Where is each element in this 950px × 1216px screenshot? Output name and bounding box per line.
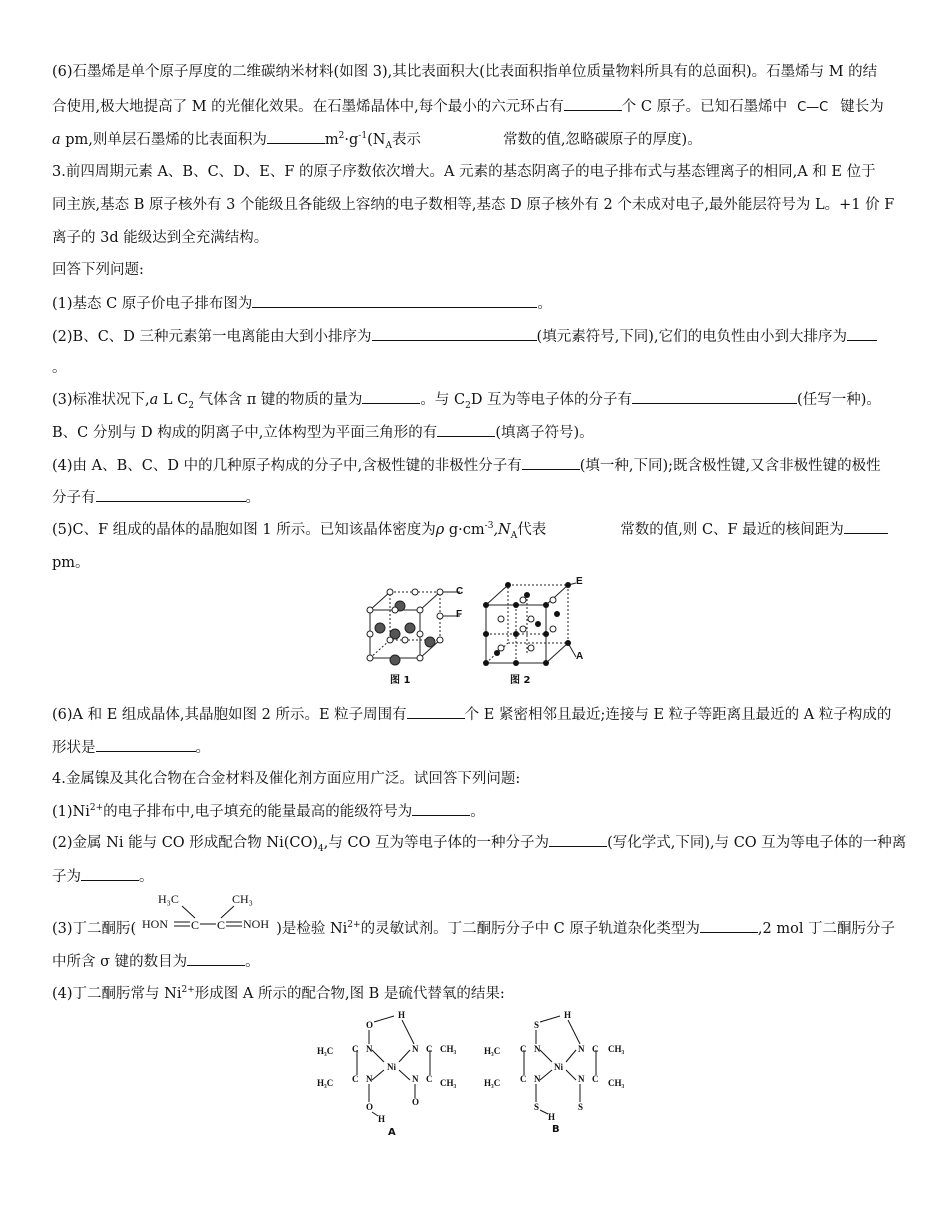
svg-text:H: H <box>378 1114 386 1124</box>
svg-text:C: C <box>520 1074 527 1084</box>
fig-a-caption: A <box>388 1127 396 1138</box>
bond-cc: C—C <box>797 100 829 115</box>
svg-text:S: S <box>534 1020 540 1030</box>
dimethylglyoxime-structure <box>142 892 280 942</box>
complex-svg <box>312 1010 642 1140</box>
q3-part6: (6)A 和 E 组成晶体,其晶胞如图 2 所示。E 粒子周围有 个 E 紧密相邻且最近;连接与 E 粒子等距离且最近的 A 粒子构成的 <box>52 704 900 725</box>
svg-text:H: H <box>398 1010 406 1020</box>
q2-6-line2: 合使用,极大地提高了 M 的光催化效果。在石墨烯晶体中,每个最小的六元环占有 个 C 原子。已知石墨烯中 C—C 键长为 <box>52 96 900 118</box>
svg-text:N: N <box>578 1044 585 1054</box>
q4-part3: (3)丁二酮肟( )是检验 $Ni^{2+}$的灵敏试剂。丁二酮肟分子中 C 原子轨道杂化类型为 ,2 mol 丁二酮肟分子 <box>52 918 900 939</box>
fig1-label-c: C <box>456 586 464 597</box>
chem-ch3: CH₃ <box>232 892 253 906</box>
q2-6-line1: (6)石墨烯是单个原子厚度的二维碳纳米材料(如图 3),其比表面积大(比表面积指单位质量物料所具有的总面积)。石墨烯与 M 的结 <box>52 64 878 80</box>
q4-part3-b: 中所含 σ 键的数目为 。 <box>52 951 900 972</box>
figure-1-svg <box>360 580 470 680</box>
svg-text:S: S <box>578 1102 584 1112</box>
svg-text:CH₃: CH₃ <box>608 1044 625 1054</box>
q4-part4: (4)丁二酮肟常与 $Ni^{2+}$形成图 A 所示的配合物,图 B 是硫代替氧的结果: <box>52 985 505 1002</box>
svg-text:H: H <box>548 1112 556 1122</box>
q3-part4-b: 分子有 。 <box>52 487 900 508</box>
svg-text:C: C <box>592 1074 599 1084</box>
fig2-label-a: A <box>576 651 584 662</box>
q3-part2: (2)B、C、D 三种元素第一电离能由大到小排序为 (填元素符号,下同),它们的电负性由小到大排序为 <box>52 326 900 347</box>
svg-text:N: N <box>578 1074 585 1084</box>
q2-6-line3: a pm,则单层石墨烯的比表面积为 $m^2\cdot g^{-1}(N_A$表示 常数的值,忽略碳原子的厚度)。 <box>52 129 900 150</box>
svg-text:H₃C: H₃C <box>484 1046 501 1056</box>
q4-part2-b: 子为 。 <box>52 866 900 887</box>
svg-text:N: N <box>412 1074 419 1084</box>
svg-text:N: N <box>366 1074 373 1084</box>
svg-text:N: N <box>366 1044 373 1054</box>
svg-text:CH₃: CH₃ <box>608 1078 625 1088</box>
svg-text:C: C <box>352 1074 359 1084</box>
q3-intro-1: 3.前四周期元素 A、B、C、D、E、F 的原子序数依次增大。A 元素的基态阴离子的电子排布式与基态锂离子的相同,A 和 E 位于 <box>52 164 876 180</box>
svg-text:CH₃: CH₃ <box>440 1044 457 1054</box>
figure-2-crystal-cell <box>480 575 590 685</box>
fig-b-caption: B <box>552 1124 560 1135</box>
svg-text:C: C <box>592 1044 599 1054</box>
q3-part3-b: B、C 分别与 D 构成的阴离子中,立体构型为平面三角形的有 (填离子符号)。 <box>52 422 900 443</box>
svg-text:Ni: Ni <box>554 1062 563 1072</box>
chem-noh: NOH <box>243 917 269 931</box>
chem-h3c: H₃C <box>158 892 179 906</box>
svg-text:O: O <box>412 1097 420 1107</box>
q3-part6-b: 形状是 。 <box>52 737 900 758</box>
fig1-caption: 图 1 <box>390 675 411 686</box>
q3-intro-3: 离子的 3d 能级达到全充满结构。 <box>52 230 269 246</box>
q3-part5: (5)C、F 组成的晶体的晶胞如图 1 所示。已知该晶体密度为ρ $g\cdot cm^{-3},N_A$代表 常数的值,则 C、F 最近的核间距为 <box>52 519 900 540</box>
chem-bonds-svg <box>142 892 280 942</box>
fig1-label-f: F <box>456 609 463 620</box>
svg-text:N: N <box>412 1044 419 1054</box>
nickel-complex-figures <box>312 1010 642 1140</box>
svg-text:C: C <box>520 1044 527 1054</box>
figure-1-crystal-cell <box>360 580 470 686</box>
q4-intro: 4.金属镍及其化合物在合金材料及催化剂方面应用广泛。试回答下列问题: <box>52 771 521 787</box>
svg-text:H: H <box>564 1010 572 1020</box>
figure-2-svg <box>480 575 590 685</box>
svg-text:H₃C: H₃C <box>484 1078 501 1088</box>
q3-part2-end: 。 <box>52 360 67 376</box>
fig2-label-e: E <box>576 576 583 587</box>
q4-part2: (2)金属 Ni 能与 CO 形成配合物 $Ni(CO)_4$,与 CO 互为等电子体的一种分子为 (写化学式,下同),与 CO 互为等电子体的一种离 <box>52 832 900 853</box>
q4-part1: $(1)Ni^{2+}$的电子排布中,电子填充的能量最高的能级符号为 。 <box>52 801 900 822</box>
q3-intro-2: 同主族,基态 B 原子核外有 3 个能级且各能级上容纳的电子数相等,基态 D 原子核外有 2 个未成对电子,最外能层符号为 L。+1 价 F <box>52 197 895 213</box>
q3-part5-end: pm。 <box>52 555 90 571</box>
svg-text:C: C <box>352 1044 359 1054</box>
svg-text:O: O <box>366 1020 374 1030</box>
fig2-caption: 图 2 <box>510 675 531 686</box>
svg-text:S: S <box>534 1102 540 1112</box>
svg-text:H₃C: H₃C <box>317 1078 334 1088</box>
svg-text:C: C <box>426 1044 433 1054</box>
svg-text:N: N <box>534 1044 541 1054</box>
chem-hon: HON <box>142 917 168 931</box>
svg-text:C: C <box>426 1074 433 1084</box>
q3-part3: (3)标准状况下,a L $C_2$ 气体含 π 键的物质的量为 。与 $C_2D$ 互为等电子体的分子有 (任写一种)。 <box>52 389 900 410</box>
svg-text:CH₃: CH₃ <box>440 1078 457 1088</box>
svg-text:O: O <box>366 1102 374 1112</box>
chem-c-left: C <box>191 918 200 932</box>
svg-text:Ni: Ni <box>387 1062 396 1072</box>
q3-part1: (1)基态 C 原子价电子排布图为 。 <box>52 293 900 314</box>
svg-text:N: N <box>534 1074 541 1084</box>
q3-answer-prompt: 回答下列问题: <box>52 262 144 278</box>
chem-c-right: C <box>217 918 226 932</box>
q3-part4: (4)由 A、B、C、D 中的几种原子构成的分子中,含极性键的非极性分子有 (填一种,下同);既含极性键,又含非极性键的极性 <box>52 455 900 476</box>
svg-text:H₃C: H₃C <box>317 1046 334 1056</box>
